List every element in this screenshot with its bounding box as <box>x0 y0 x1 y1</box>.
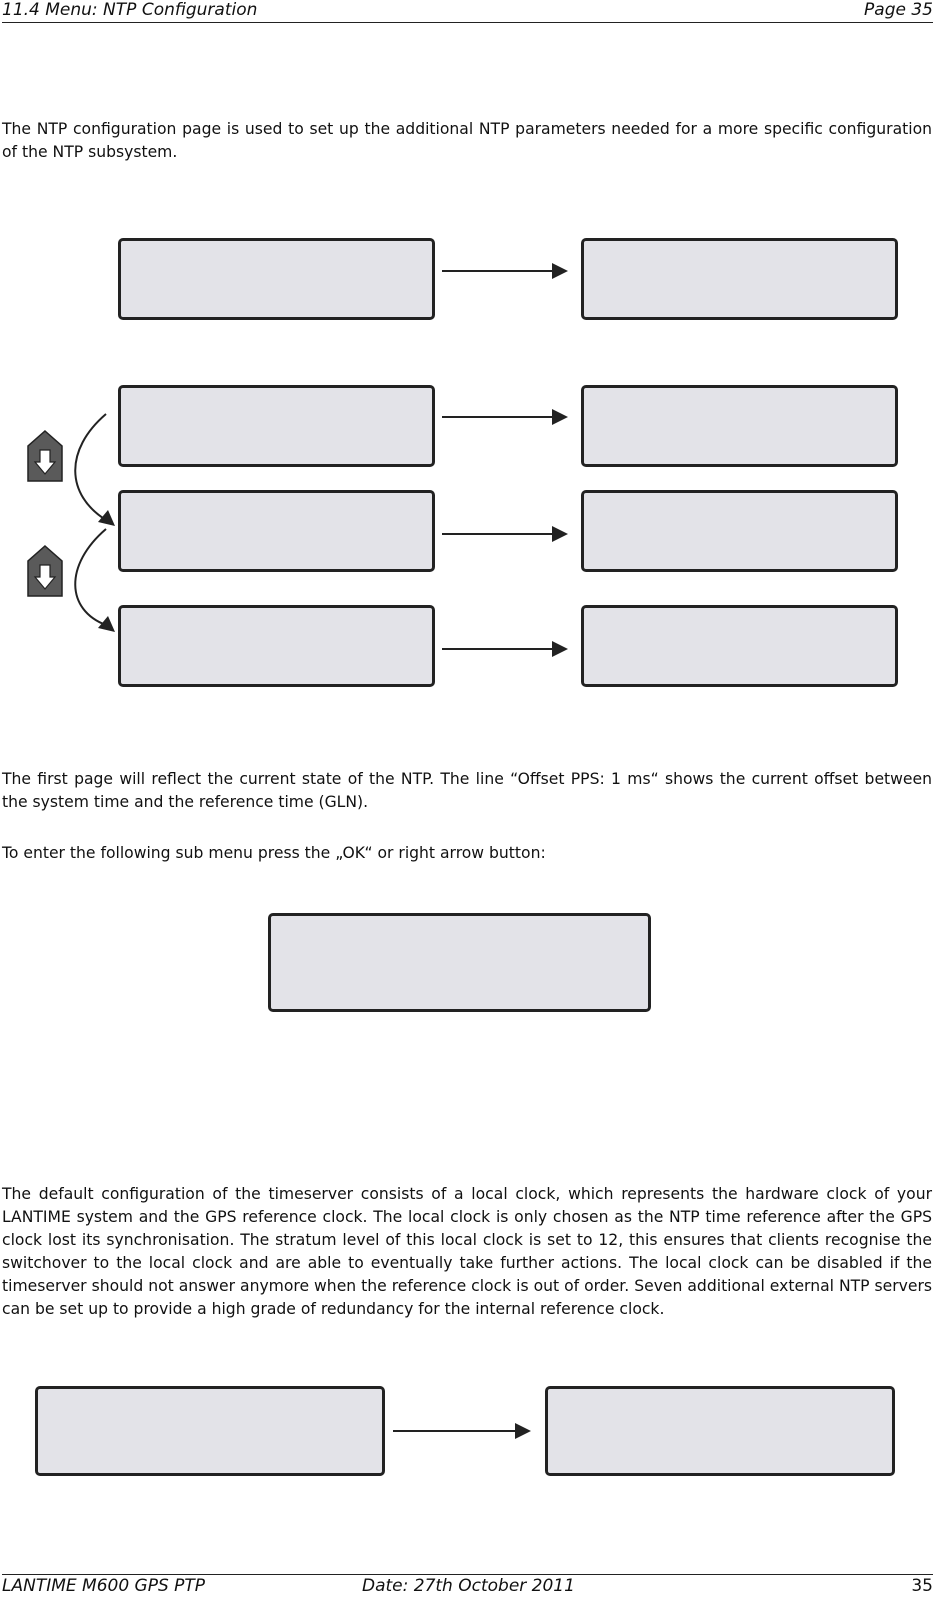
right-arrow-icon <box>442 261 568 281</box>
lcd-display-submenu-2 <box>581 490 898 572</box>
lcd-display-menu-2 <box>118 490 435 572</box>
lcd-display-ntp-submenu <box>268 913 651 1012</box>
page-header <box>2 0 933 23</box>
down-arrow-key-icon <box>27 545 63 597</box>
footer-product: LANTIME M600 GPS PTP <box>2 1576 206 1596</box>
down-arrow-key-icon <box>27 430 63 482</box>
lcd-display-local-clock <box>35 1386 385 1476</box>
default-config-paragraph: The default configuration of the timeserver consists of a local clock, which represents the hardware clock of your LANTIME system and the GPS reference clock. The local clock is only chosen as the NTP time reference after the GPS clock lost its synchronisation. The stratum level of this local clock is set to 12, this ensures that clients recognise the switchover to the local clock and are able to eventually take further actions. The local clock can be disabled if the timeserver should not answer anymore when the reference clock is out of order. Seven additional external NTP servers can be set up to provide a high grade of redundancy for the internal reference clock. <box>2 1185 932 1318</box>
header-page-number: Page 35 <box>864 0 933 20</box>
header-section-title: 11.4 Menu: NTP Configuration <box>2 0 258 20</box>
footer-page-number: 35 <box>911 1576 933 1596</box>
curved-down-arrow-icon <box>62 525 122 645</box>
lcd-display-menu-1 <box>118 385 435 467</box>
intro-paragraph: The NTP configuration page is used to set up the additional NTP parameters needed for a more specific configuration of the NTP subsystem. <box>2 120 932 161</box>
lcd-display-local-clock-detail <box>545 1386 895 1476</box>
lcd-display-ntp-state <box>118 238 435 320</box>
right-arrow-icon <box>442 524 568 544</box>
page-footer <box>2 1574 933 1597</box>
lcd-display-submenu-3 <box>581 605 898 687</box>
right-arrow-icon <box>393 1421 531 1441</box>
lcd-display-ntp-detail <box>581 238 898 320</box>
enter-submenu-paragraph: To enter the following sub menu press the „OK“ or right arrow button: <box>2 844 546 862</box>
footer-date: Date: 27th October 2011 <box>362 1576 575 1596</box>
right-arrow-icon <box>442 407 568 427</box>
lcd-display-menu-3 <box>118 605 435 687</box>
first-page-paragraph: The first page will reflect the current state of the NTP. The line “Offset PPS: 1 ms“ shows the current offset between the system time and the reference time (GLN). <box>2 770 932 811</box>
right-arrow-icon <box>442 639 568 659</box>
curved-down-arrow-icon <box>62 410 122 530</box>
lcd-display-submenu-1 <box>581 385 898 467</box>
